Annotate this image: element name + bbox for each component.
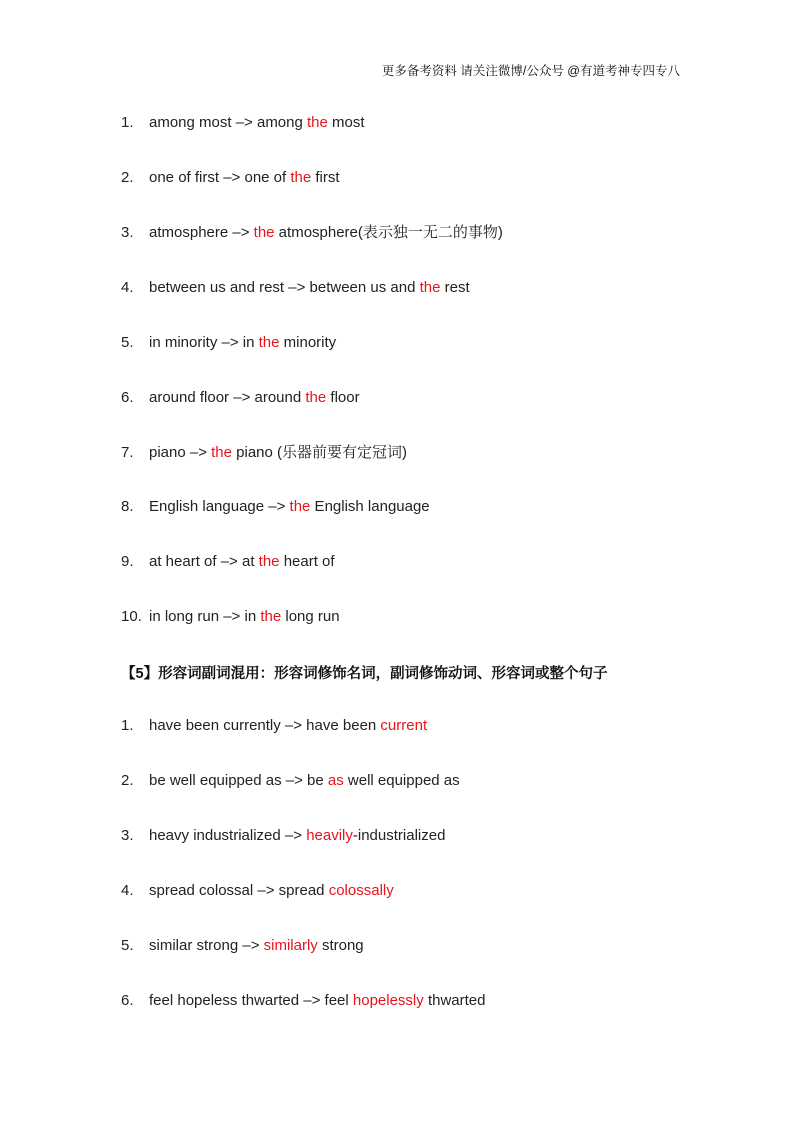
item-number: 3. (121, 827, 134, 844)
page-header: 更多备考资料 请关注微博/公众号 @有道考神专四专八 (381, 64, 680, 78)
correction-highlight: the (260, 608, 282, 625)
item-number: 4. (121, 882, 134, 899)
correction-highlight: similarly (263, 937, 318, 954)
correction-highlight: the (258, 553, 280, 570)
item-text: at heart of –> at (149, 553, 259, 570)
item-text-after: long run (281, 608, 340, 625)
item-text: spread colossal –> spread (149, 882, 329, 899)
item-number: 3. (121, 224, 134, 241)
list-item (121, 223, 503, 243)
item-text: piano –> (149, 444, 212, 461)
correction-highlight: colossally (328, 882, 394, 899)
correction-highlight: the (307, 114, 328, 131)
list-item (121, 771, 460, 791)
item-number: 5. (121, 937, 134, 954)
item-text: be well equipped as –> be (149, 772, 328, 789)
item-text-after: -industrialized (352, 827, 446, 844)
list-item (121, 826, 445, 846)
item-number: 6. (121, 389, 134, 406)
item-text-after: heart of (279, 553, 335, 570)
item-text-after: most (327, 114, 365, 131)
list-item (121, 443, 407, 463)
item-number: 10. (121, 608, 142, 625)
item-text: in minority –> in (149, 334, 259, 351)
correction-highlight: heavily (306, 827, 353, 844)
correction-highlight: the (289, 498, 311, 515)
item-text-after: minority (279, 334, 337, 351)
item-number: 9. (121, 553, 134, 570)
list-item (121, 278, 470, 298)
item-text: feel hopeless thwarted –> feel (149, 992, 353, 1009)
correction-highlight: the (258, 334, 280, 351)
correction-highlight: as (327, 772, 344, 789)
item-number: 7. (121, 444, 134, 461)
correction-highlight: the (419, 279, 441, 296)
list-item (121, 607, 340, 627)
item-number: 1. (121, 114, 134, 131)
list-item (121, 881, 394, 901)
list-item (121, 168, 340, 188)
item-text-after: English language (310, 498, 430, 515)
item-text: one of first –> one of (149, 169, 291, 186)
correction-highlight: the (290, 169, 312, 186)
correction-highlight: the (305, 389, 327, 406)
item-text: have been currently –> have been (149, 717, 381, 734)
list-item (121, 388, 360, 408)
item-number: 6. (121, 992, 134, 1009)
item-text-after: well equipped as (343, 772, 460, 789)
item-text: in long run –> in (149, 608, 261, 625)
item-text: among most –> among (149, 114, 308, 131)
item-number: 4. (121, 279, 134, 296)
item-text-after: floor (326, 389, 360, 406)
item-number: 2. (121, 169, 134, 186)
item-text-after: atmosphere(表示独一无二的事物) (274, 224, 503, 241)
item-number: 8. (121, 498, 134, 515)
item-text-after: thwarted (423, 992, 486, 1009)
item-text: atmosphere –> (149, 224, 254, 241)
correction-highlight: hopelessly (352, 992, 424, 1009)
correction-highlight: the (253, 224, 275, 241)
list-item (121, 991, 485, 1011)
list-item (121, 552, 335, 572)
item-text-after: piano (乐器前要有定冠词) (232, 444, 408, 461)
item-text-after: strong (317, 937, 364, 954)
item-text-after: rest (440, 279, 470, 296)
item-number: 2. (121, 772, 134, 789)
item-text-after: first (311, 169, 340, 186)
item-text: English language –> (149, 498, 290, 515)
item-text: around floor –> around (149, 389, 306, 406)
section-heading: 【5】形容词副词混用：形容词修饰名词，副词修饰动词、形容词或整个句子 (121, 666, 608, 682)
list-item (121, 113, 365, 133)
list-item (121, 936, 364, 956)
list-item (121, 333, 336, 353)
item-number: 5. (121, 334, 134, 351)
correction-highlight: current (380, 717, 428, 734)
item-text: similar strong –> (149, 937, 264, 954)
correction-highlight: the (211, 444, 232, 461)
item-number: 1. (121, 717, 134, 734)
item-text: between us and rest –> between us and (149, 279, 420, 296)
list-item (121, 497, 430, 517)
item-text: heavy industrialized –> (149, 827, 307, 844)
list-item (121, 716, 427, 736)
